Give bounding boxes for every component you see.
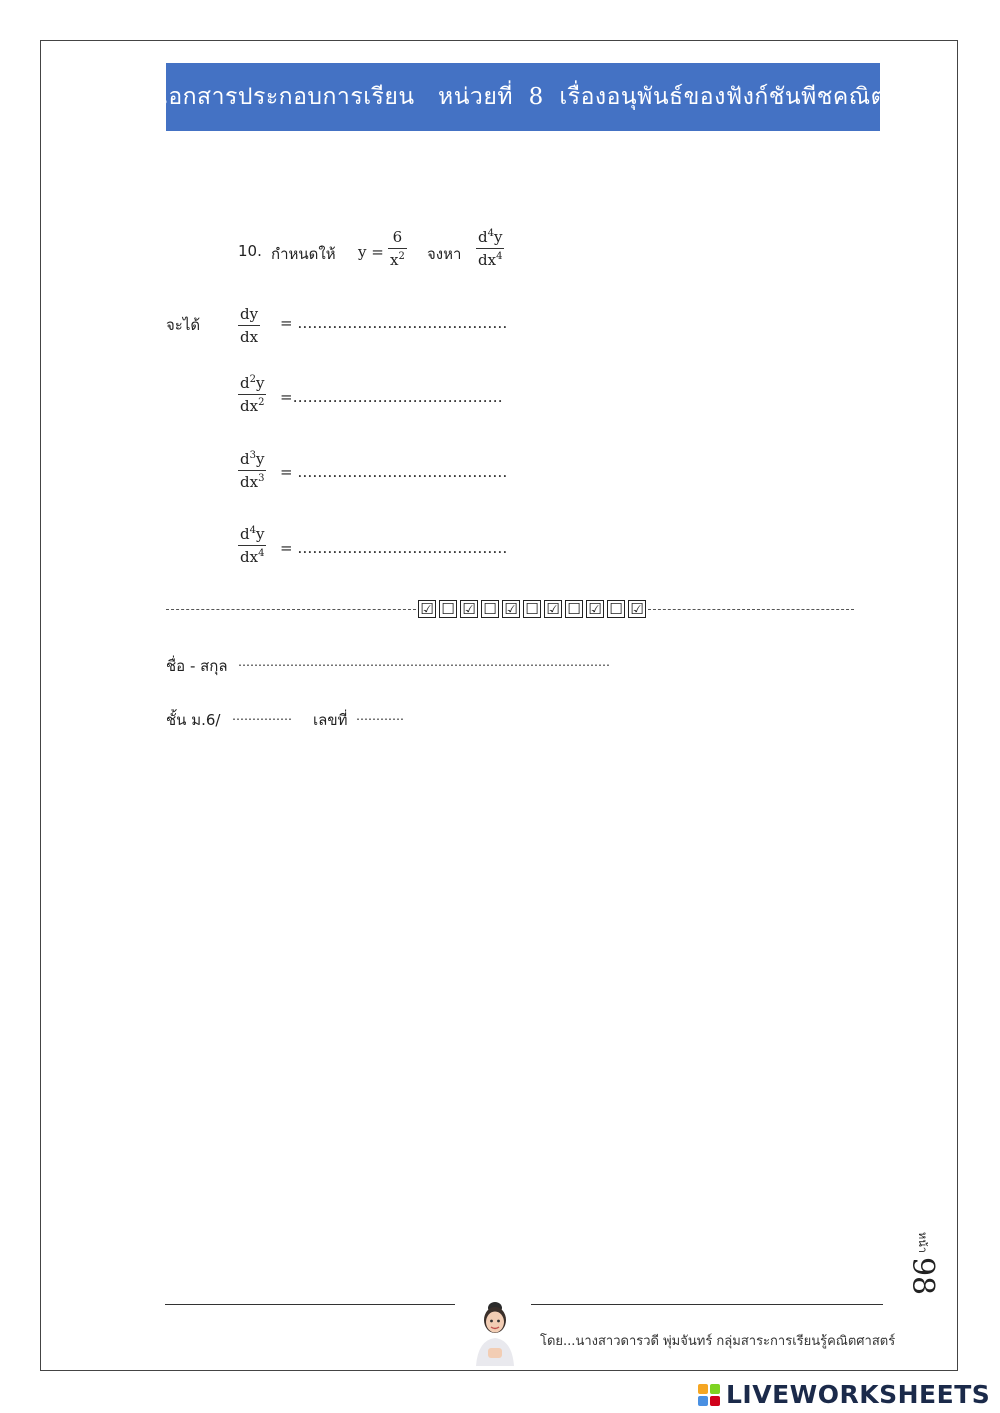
checkbox-ornament: ☐: [439, 600, 457, 618]
fraction-bar: [238, 394, 266, 395]
fraction-bar: [388, 248, 407, 249]
derivative-denominator: dx: [240, 328, 259, 346]
derivative-denominator: $dx^2$: [240, 397, 265, 415]
fraction-bar: [238, 325, 260, 326]
class-field[interactable]: ……………: [232, 709, 292, 723]
answers-intro: จะได้: [166, 316, 201, 334]
page-label: หน้า: [916, 1232, 929, 1253]
brand-text: LIVEWORKSHEETS: [726, 1380, 991, 1409]
liveworksheets-logo-icon: [698, 1384, 720, 1406]
function-fraction: [388, 228, 407, 269]
checkbox-ornament: ☐: [523, 600, 541, 618]
second-derivative-fraction: [238, 374, 266, 415]
target-numerator: $d^4y$: [478, 228, 503, 246]
checkbox-ornament: ☑: [418, 600, 436, 618]
liveworksheets-brand: [698, 1380, 990, 1409]
derivative-numerator: $d^3y$: [240, 450, 265, 468]
function-denominator: $x^2$: [390, 251, 405, 269]
derivative-denominator: $dx^3$: [240, 473, 265, 491]
third-derivative-fraction: [238, 450, 266, 491]
number-field[interactable]: …………: [356, 709, 404, 723]
checkbox-ornament: ☐: [607, 600, 625, 618]
footer-rule-left: [165, 1304, 455, 1305]
find-label: จงหา: [427, 245, 462, 263]
checkbox-ornament: ☐: [481, 600, 499, 618]
target-derivative: [476, 228, 504, 269]
first-derivative-answer-line[interactable]: = ……………………………………: [280, 314, 508, 332]
fourth-derivative-fraction: [238, 525, 266, 566]
question-number: 10.: [238, 242, 262, 260]
name-label: ชื่อ - สกุล: [166, 657, 228, 675]
checkbox-ornament: ☑: [544, 600, 562, 618]
name-field[interactable]: …………………………………………………………………………………: [238, 655, 610, 669]
derivative-denominator: $dx^4$: [240, 548, 265, 566]
class-label: ชั้น ม.6/: [166, 711, 221, 729]
checkbox-row: [416, 600, 648, 618]
page-number-value: 98: [905, 1256, 941, 1296]
checkbox-ornament: ☑: [586, 600, 604, 618]
derivative-numerator: $d^4y$: [240, 525, 265, 543]
derivative-numerator: dy: [240, 305, 259, 323]
function-numerator: 6: [392, 228, 403, 246]
question-prompt: กำหนดให้: [271, 245, 336, 263]
fraction-bar: [476, 248, 504, 249]
second-derivative-answer-line[interactable]: =……………………………………: [280, 388, 503, 406]
teacher-avatar-icon: [466, 1294, 524, 1366]
document-header: เอกสารประกอบการเรียน หน่วยที่ 8 เรื่องอนุพันธ์ของฟังก์ชันพีชคณิต: [166, 63, 880, 131]
section-divider: [166, 597, 854, 621]
author-credit: โดย...นางสาวดารวดี พุ่มจันทร์ กลุ่มสาระการเรียนรู้คณิตศาสตร์: [540, 1334, 896, 1349]
first-derivative-fraction: [238, 305, 260, 346]
fraction-bar: [238, 470, 266, 471]
fraction-bar: [238, 545, 266, 546]
divider-dash-left: [166, 609, 416, 610]
function-lhs: y =: [358, 243, 384, 261]
checkbox-ornament: ☐: [565, 600, 583, 618]
checkbox-ornament: ☑: [502, 600, 520, 618]
checkbox-ornament: ☑: [628, 600, 646, 618]
target-denominator: $dx^4$: [478, 251, 503, 269]
footer-rule-right: [531, 1304, 883, 1305]
fourth-derivative-answer-line[interactable]: = ……………………………………: [280, 539, 508, 557]
checkbox-ornament: ☑: [460, 600, 478, 618]
derivative-numerator: $d^2y$: [240, 374, 265, 392]
divider-dash-right: [648, 609, 854, 610]
third-derivative-answer-line[interactable]: = ……………………………………: [280, 463, 508, 481]
page-number: [888, 1232, 958, 1296]
number-label: เลขที่: [313, 711, 348, 729]
